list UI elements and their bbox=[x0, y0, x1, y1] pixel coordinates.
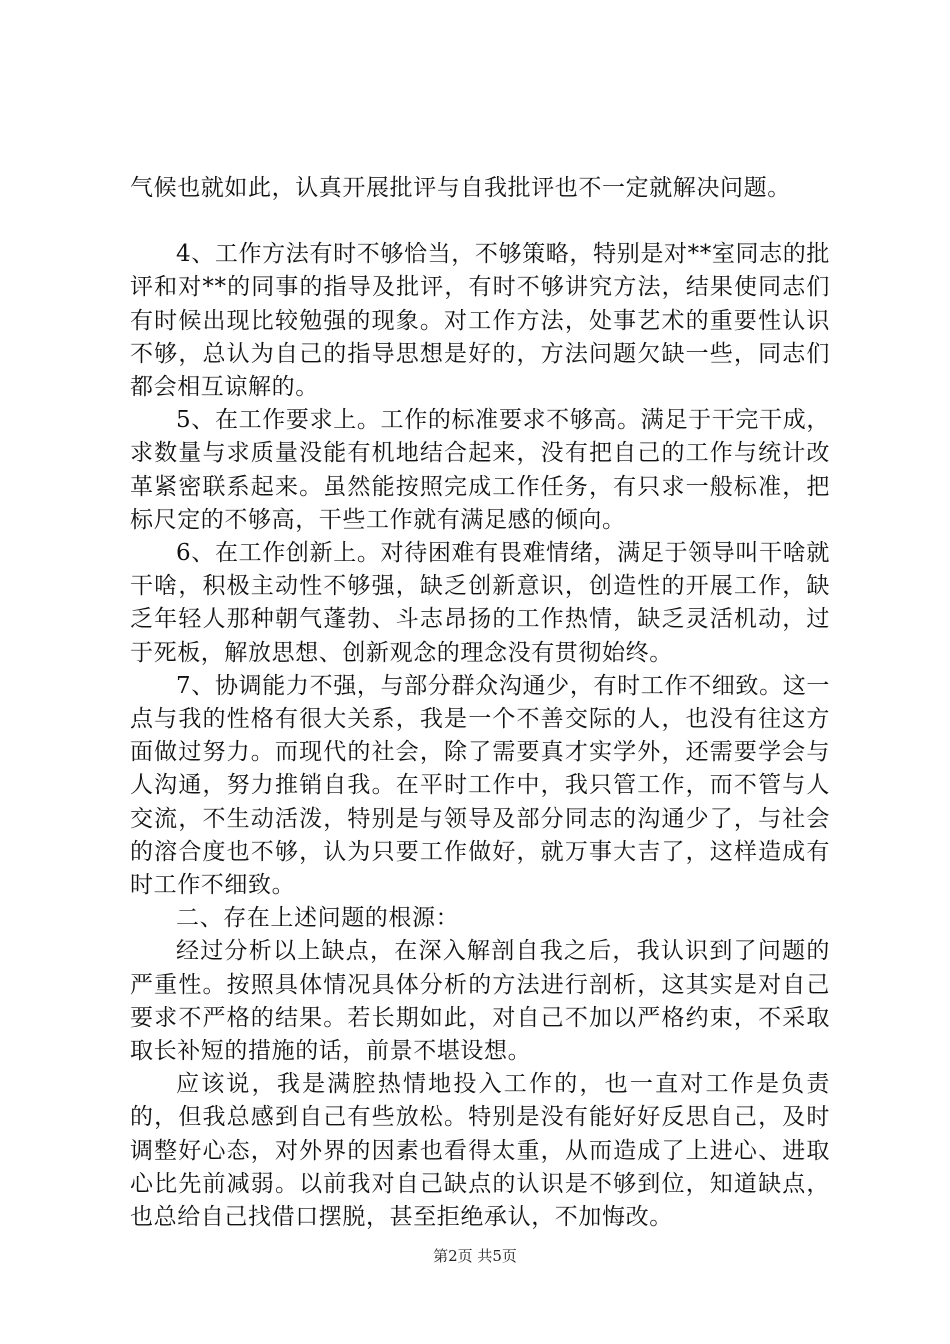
paragraph-analysis: 经过分析以上缺点，在深入解剖自我之后，我认识到了问题的严重性。按照具体情况具体分析的方法进行剖析，这其实是对自己要求不严格的结果。若长期如此，对自己不加以严格约束，不采取取长补短的措施的话，前景不堪设想。 bbox=[130, 938, 830, 1065]
paragraph-item-4: 4、工作方法有时不够恰当，不够策略，特别是对**室同志的批评和对**的同事的指导及批评，有时不够讲究方法，结果使同志们有时候出现比较勉强的现象。对工作方法，处事艺术的重要性认识不够，总认为自己的指导思想是好的，方法问题欠缺一些，同志们都会相互谅解的。 bbox=[130, 241, 830, 401]
paragraph-item-5: 5、在工作要求上。工作的标准要求不够高。满足于干完干成，求数量与求质量没能有机地结合起来，没有把自己的工作与统计改革紧密联系起来。虽然能按照完成工作任务，有只求一般标准，把标尺定的不够高，干些工作就有满足感的倾向。 bbox=[130, 407, 830, 533]
page-footer: 第2页 共5页 bbox=[433, 1247, 517, 1265]
paragraph-item-7: 7、协调能力不强，与部分群众沟通少，有时工作不细致。这一点与我的性格有很大关系，我是一个不善交际的人，也没有往这方面做过努力。而现代的社会，除了需要真才实学外，还需要学会与人沟通，努力推销自我。在平时工作中，我只管工作，而不管与人交流，不生动活泼，特别是与领导及部分同志的沟通少了，与社会的溶合度也不够，认为只要工作做好，就万事大吉了，这样造成有时工作不细致。 bbox=[130, 672, 830, 899]
paragraph-item-6: 6、在工作创新上。对待困难有畏难情绪，满足于领导叫干啥就干啥，积极主动性不够强，缺乏创新意识，创造性的开展工作，缺乏年轻人那种朝气蓬勃、斗志昂扬的工作热情，缺乏灵活机动，过于死板，解放思想、创新观念的理念没有贯彻始终。 bbox=[130, 540, 830, 666]
document-body bbox=[130, 172, 830, 1234]
section-heading-root-causes: 二、存在上述问题的根源： bbox=[176, 905, 460, 932]
paragraph-continued: 气候也就如此，认真开展批评与自我批评也不一定就解决问题。 bbox=[130, 175, 791, 201]
paragraph-reflection: 应该说，我是满腔热情地投入工作的，也一直对工作是负责的，但我总感到自己有些放松。特别是没有能好好反思自己，及时调整好心态，对外界的因素也看得太重，从而造成了上进心、进取心比先前减弱。以前我对自己缺点的认识是不够到位，知道缺点，也总给自己找借口摆脱，甚至拒绝承认，不加悔改。 bbox=[130, 1071, 830, 1231]
